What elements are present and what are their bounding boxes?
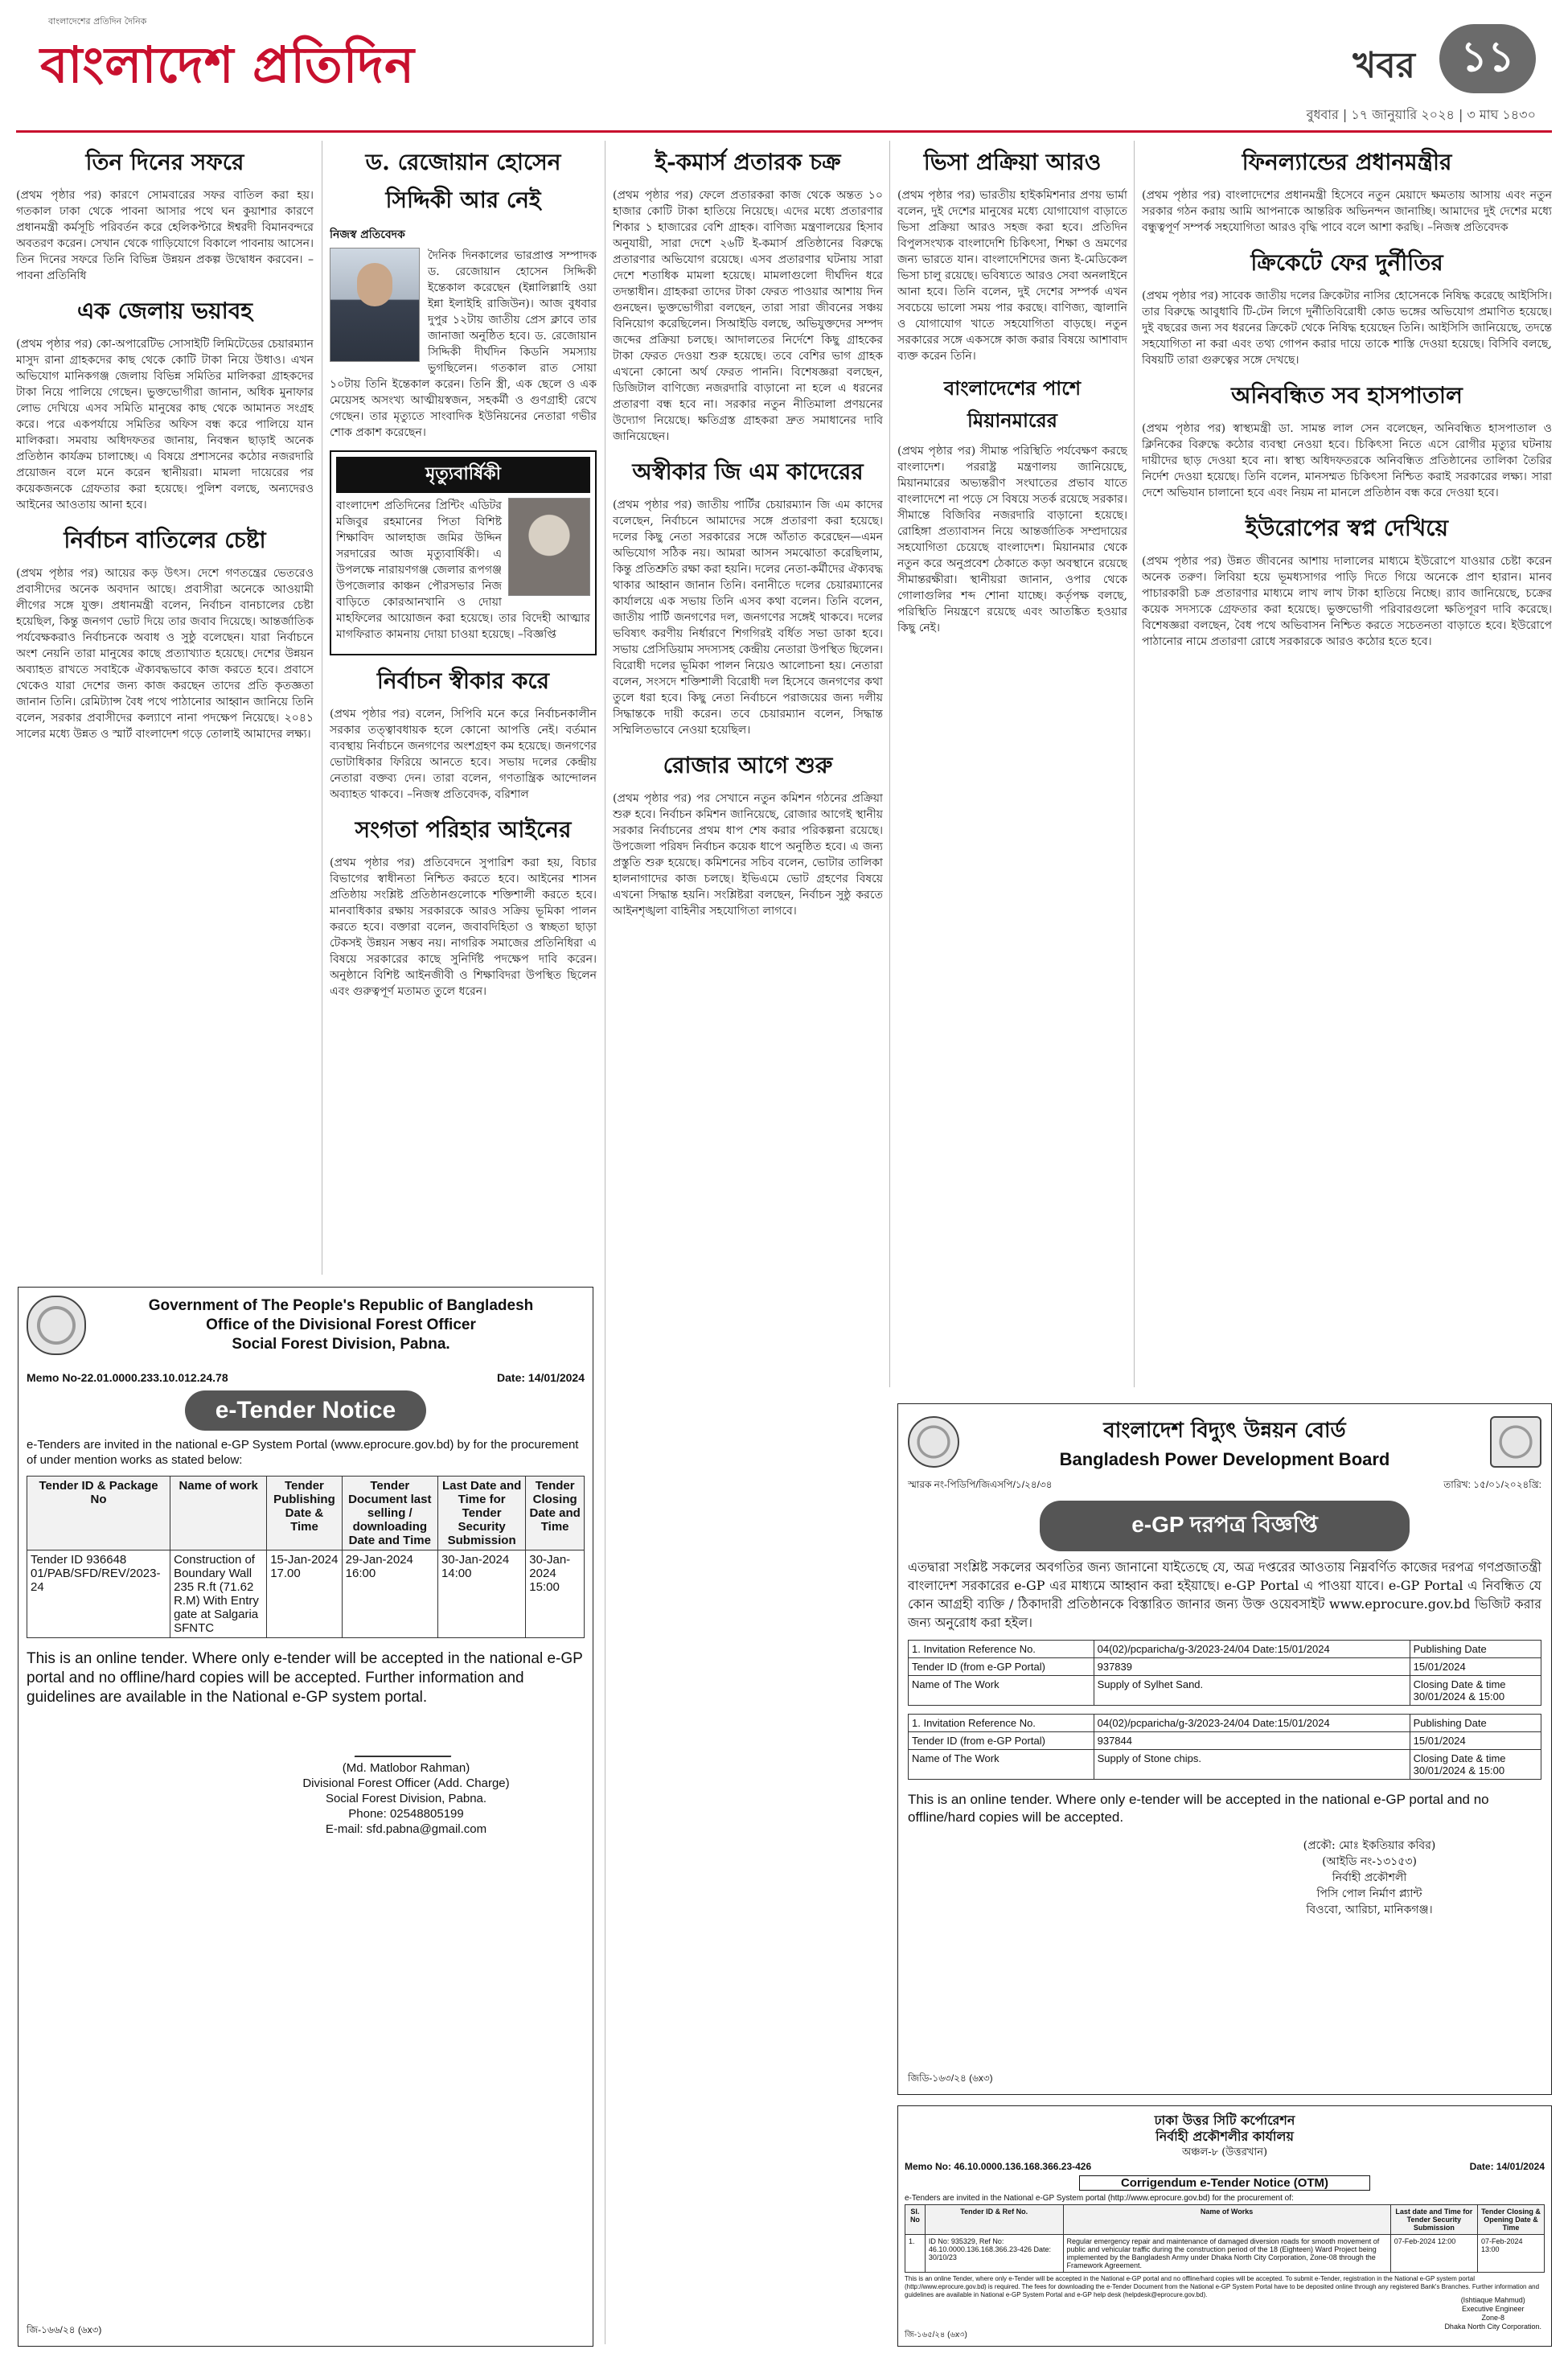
col-header: Tender Document last selling / downloading Date and Time [342, 1477, 437, 1550]
table-row [27, 1550, 585, 1638]
bpdb-logo-icon [1490, 1416, 1541, 1468]
col-header: Tender Publishing Date & Time [267, 1477, 342, 1550]
headline[interactable]: ইউরোপের স্বপ্ন দেখিয়ে [1246, 515, 1448, 541]
signature-block [228, 1731, 585, 1837]
signer-phone: Phone: 02548805199 [348, 1807, 464, 1821]
tender-id-cell: ID No: 935329, Ref No: 46.10.0000.136.168.366.23-426 Date: 30/10/23 [925, 2235, 1063, 2273]
headline[interactable]: নির্বাচন বাতিলের চেষ্টা [64, 527, 266, 553]
story-body: (প্রথম পৃষ্ঠার পর) জাতীয় পার্টির চেয়ারম্যান জি এম কাদের বলেছেন, নির্বাচনে আমাদের সঙ্গে প্রতারণা করা হয়েছে। দলের কিছু নেতা সরকারের সঙ্গে আঁতাত করেছেন—এমন অভিযোগ সঠিক নয়। আমরা আসন সমঝোতা করেছিলাম, কিন্তু প্রতিশ্রুতি রক্ষা করা হয়নি। দলের নেতা-কর্মীদের ঐক্যবদ্ধ থাকার আহ্বান জানান তিনি। বনানীতে দলের চেয়ারম্যানের কার্যালয়ে এক সভায় তিনি এসব কথা বলেন। তিনি বলেন, জাতীয় পার্টি জনগণের দল, জনগণের সঙ্গেই থাকবে। দলের ভবিষ্যৎ করণীয় নির্ধারণে শিগগিরই বর্ধিত সভা ডাকা হবে। সভায় প্রেসিডিয়াম সদস্যসহ কেন্দ্রীয় নেতারা উপস্থিত ছিলেন। বিরোধী দলের ভূমিকা পালন নিয়েও আলোচনা হয়। নেতারা বলেন, সংসদে শক্তিশালী বিরোধী দল হিসেবে জনগণের কথা তুলে ধরা হবে। কিছু নেতা নির্বাচনে পরাজয়ের জন্য দলীয় সিদ্ধান্তকে দায়ী করেন। তবে চেয়ারম্যান বলেন, সিদ্ধান্ত সম্মিলিতভাবে নেওয়া হয়েছিল। [613, 499, 883, 737]
table-header-row [905, 2205, 1545, 2235]
headline[interactable]: বাংলাদেশের পাশে মিয়ানমারের [943, 376, 1082, 432]
notice-date: Date: 14/01/2024 [497, 1371, 585, 1384]
table-row [905, 2235, 1545, 2273]
col-header: Name of work [170, 1477, 267, 1550]
notice-date: Date: 14/01/2024 [1469, 2161, 1545, 2172]
table-header-row [27, 1477, 585, 1550]
story-hospital[interactable] [1142, 378, 1552, 501]
column-3 [613, 145, 883, 2344]
memo-line [908, 1478, 1541, 1494]
ad-reference: জিডি-১৬৩/২৪ (৬x৩) [908, 2072, 993, 2084]
notice-footer: This is an online Tender, where only e-Tender will be accepted in the National e-GP portal and no offline/hard copies will be accepted. To submit e-Tender, registration in the National e-GP system portal (http://www.eprocure.gov.bd) is required. The fees for downloading the e-Tender Document from the National e-GP System Portal have to be deposited online through any registered Bank's Branches. Further information and guidelines are available in National e-GP System Portal and e-GP help desk (helpdesk@eprocure.gov.bd). [905, 2275, 1540, 2298]
column-divider [1134, 141, 1135, 1387]
story-rojar-age[interactable] [613, 748, 883, 919]
value-cell: 937839 [1094, 1658, 1410, 1676]
headline[interactable]: রোজার আগে শুরু [663, 752, 833, 778]
headline[interactable]: এক জেলায় ভয়াবহ [76, 298, 253, 324]
notice-header [905, 2113, 1545, 2161]
value-text: 30/01/2024 & 15:00 [1413, 1690, 1505, 1702]
col-header: Tender ID & Ref No. [925, 2205, 1063, 2235]
table-row [909, 1750, 1541, 1780]
work-name-cell: Regular emergency repair and maintenance of damaged diversion roads for smooth movement of public and vehicular traffic during the construction period of the 18 (Eighteen) Ward Project being implemented by the Bangladesh Army under Dhaka North City Corporation, Zone-08 through the Framework Agreement. [1063, 2235, 1390, 2273]
byline: নিজস্ব প্রতিবেদক [330, 228, 405, 241]
label-cell: 1. Invitation Reference No. [909, 1715, 1094, 1732]
table-row [909, 1658, 1541, 1676]
story-europe[interactable] [1142, 511, 1552, 650]
table-row [909, 1641, 1541, 1658]
column-5 [1142, 145, 1552, 1383]
value-cell: 15/01/2024 [1410, 1658, 1541, 1676]
obituary-title: মৃত্যুবার্ষিকী [336, 457, 590, 493]
notice-intro: e-Tenders are invited in the national e-GP System Portal (www.eprocure.gov.bd) by for the procurement of under mention works as stated below: [27, 1438, 579, 1467]
label-cell: Tender ID (from e-GP Portal) [909, 1732, 1094, 1750]
story-body: (প্রথম পৃষ্ঠার পর) কো-অপারেটিভ সোসাইটি লিমিটেডের চেয়ারম্যান মাসুদ রানা গ্রাহকদের কাছ থেকে কোটি টাকা নিয়ে উধাও। এখন অভিযোগ মানিকগঞ্জ জেলায় বিভিন্ন সমিতির মালিকরা গ্রাহকদের টাকা নিয়ে পালিয়ে গেছেন। ভুক্তভোগীরা জানান, অধিক মুনাফার লোভ দেখিয়ে এসব সমিতি মানুষের কাছ থেকে আমানত সংগ্রহ করে। পরে একপর্যায়ে সমিতির অফিস বন্ধ করে পালিয়ে যান মালিকরা। সমবায় অধিদফতর জানায়, নিবন্ধন ছাড়াই অনেক প্রতিষ্ঠান কার্যক্রম চালাচ্ছে। এ বিষয়ে প্রশাসনের কঠোর নজরদারি প্রয়োজন বলে মনে করেন স্থানীয়রা। মামলা দায়েরের পর কয়েকজনকে গ্রেফতার করা হয়েছে। পুলিশ বলছে, অন্যদেরও আইনের আওতায় আনা হবে। [16, 338, 314, 511]
download-date-cell: 29-Jan-2024 16:00 [342, 1550, 437, 1638]
story-body: (প্রথম পৃষ্ঠার পর) বলেন, সিপিবি মনে করে নির্বাচনকালীন সরকার তত্ত্বাবধায়ক হলে কোনো আপত্তি নেই। বর্তমান ব্যবস্থায় নির্বাচনে জনগণের অংশগ্রহণ কম হয়েছে। জনগণের ভোটাধিকার ফিরিয়ে আনতে হবে। সভায় দলের কেন্দ্রীয় নেতারা বক্তব্য দেন। তারা বলেন, গণতান্ত্রিক আন্দোলন অব্যাহত থাকবে। –নিজস্ব প্রতিবেদক, বরিশাল [330, 708, 597, 801]
label-cell: Publishing Date [1410, 1641, 1541, 1658]
story-body: (প্রথম পৃষ্ঠার পর) ফেলে প্রতারকরা কাজ থেকে অন্তত ১০ হাজার কোটি টাকা হাতিয়ে নিয়েছে। এদের মধ্যে প্রতারণার শিকার ১ হাজারের বেশি গ্রাহক। বাণিজ্য মন্ত্রণালয়ের হিসাব অনুযায়ী, সারা দেশে ২৬টি ই-কমার্স প্রতিষ্ঠানের বিরুদ্ধে প্রতারণার অভিযোগ রয়েছে। এসব প্রতারণার ঘটনায় সারা দেশে শতাধিক মামলা হয়েছে। মামলাগুলো দীর্ঘদিন ধরে তদন্তাধীন। গ্রাহকরা তাদের টাকা ফেরত পাওয়ার আশায় দিন গুনছেন। ভুক্তভোগীরা বলছেন, তারা সারা জীবনের সঞ্চয় বিনিয়োগ করেছিলেন। সিআইডি বলছে, অভিযুক্তদের সম্পদ জব্দের প্রক্রিয়া চলছে। আদালতের নির্দেশে কিছু গ্রাহকের টাকা ফেরত দেওয়া শুরু হয়েছে। তবে বেশির ভাগ গ্রাহক এখনো কোনো অর্থ ফেরত পাননি। বিশেষজ্ঞরা বলছেন, ডিজিটাল বাণিজ্যে নজরদারি বাড়ানো না হলে এ ধরনের প্রতারণা বন্ধ হবে না। সরকার নতুন নীতিমালা প্রণয়নের উদ্যোগ নিয়েছে। ক্ষতিগ্রস্ত গ্রাহকরা দ্রুত সমাধানের দাবি জানিয়েছেন। [613, 189, 883, 443]
col-header: Tender Closing & Opening Date & Time [1477, 2205, 1544, 2235]
story-nirbachon-batil[interactable] [16, 523, 314, 742]
notice-intro: এতদ্বারা সংশ্লিষ্ট সকলের অবগতির জন্য জানানো যাইতেছে যে, অত্র দপ্তরের আওতায় নিম্নবর্ণিত কাজের দরপত্র গণপ্রজাতন্ত্রী বাংলাদেশ সরকারের e-GP এর মাধ্যমে আহ্বান করা হইয়াছে। e-GP Portal এ পাওয়া যাবে। e-GP Portal এ নিবন্ধিত যে কোন আগ্রহী ব্যক্তি / ঠিকাদারী প্রতিষ্ঠানকে বিস্তারিত জানার জন্য উক্ত ওয়েবসাইট www.eprocure.gov.bd ভিজিট করার জন্য অনুরোধ করা হইল। [908, 1559, 1541, 1630]
board-name-bn: বাংলাদেশ বিদ্যুৎ উন্নয়ন বোর্ড [1103, 1419, 1346, 1443]
value-cell: 15/01/2024 [1410, 1732, 1541, 1750]
story-visa-process[interactable] [897, 145, 1127, 364]
memo-line [905, 2161, 1545, 2172]
bpdb-egp-notice[interactable] [897, 1403, 1552, 2095]
tender-id-cell: Tender ID 936648 01/PAB/SFD/REV/2023-24 [27, 1550, 170, 1638]
section-label: খবর [1353, 45, 1415, 86]
brand-logo: বাংলাদেশ প্রতিদিন [40, 35, 415, 94]
story-body: (প্রথম পৃষ্ঠার পর) ভারতীয় হাইকমিশনার প্রণয় ভার্মা বলেন, দুই দেশের মানুষের মধ্যে যোগাযোগ বাড়াতে ভিসা প্রক্রিয়া আরও সহজ করা হবে। প্রতিদিন বিপুলসংখ্যক বাংলাদেশি চিকিৎসা, শিক্ষা ও ভ্রমণের জন্য ভারতে যান। বাংলাদেশিদের জন্য ই-মেডিকেল ভিসা চালু রয়েছে। ভবিষ্যতে আরও সেবা অনলাইনে আনা হবে। তিনি বলেন, দুই দেশের সম্পর্ক এখন সবচেয়ে ভালো সময় পার করছে। বাণিজ্য, জ্বালানি ও যোগাযোগ খাতে সহযোগিতা বাড়ছে। নতুন সরকারের সঙ্গে একসঙ্গে কাজ করার বিষয়ে আশাবাদ ব্যক্ত করেন তিনি। [897, 189, 1127, 363]
signer-name: (প্রকৌ: মোঃ ইকতিয়ার কবির) [1303, 1839, 1436, 1852]
security-date-cell: 30-Jan-2024 14:00 [437, 1550, 525, 1638]
headline[interactable]: অনিবন্ধিত সব হাসপাতাল [1231, 382, 1463, 409]
col-header: Tender Closing Date and Time [526, 1477, 585, 1550]
dncc-corrigendum-notice[interactable] [897, 2105, 1552, 2347]
table-row [909, 1715, 1541, 1732]
notice-header [908, 1414, 1541, 1470]
corrigendum-banner: Corrigendum e-Tender Notice (OTM) [1079, 2175, 1370, 2191]
board-name-en: Bangladesh Power Development Board [1059, 1449, 1390, 1469]
value-text: 30/01/2024 & 15:00 [1413, 1764, 1505, 1776]
signature-icon [355, 1731, 458, 1757]
story-cricket[interactable] [1142, 245, 1552, 368]
headline[interactable]: ক্রিকেটে ফের দুর্নীতির [1250, 249, 1443, 276]
zone-name: অঞ্চল-৮ (উত্তরখান) [1181, 2146, 1268, 2158]
ad-reference: জি-১৬৫/২৪ (৬x৩) [905, 2331, 967, 2339]
notice-header [27, 1296, 585, 1355]
government-seal-icon [27, 1296, 86, 1355]
sl-cell: 1. [905, 2235, 926, 2273]
story-gm-kader[interactable] [613, 454, 883, 738]
division-name: Social Forest Division, Pabna. [232, 1336, 450, 1353]
work-name-cell: Construction of Boundary Wall 235 R.ft (71.62 R.M) With Entry gate at Salgaria SFNTC [170, 1550, 267, 1638]
story-body: (প্রথম পৃষ্ঠার পর) প্রতিবেদনে সুপারিশ করা হয়, বিচার বিভাগের স্বাধীনতা নিশ্চিত করতে হবে। আইনের শাসন প্রতিষ্ঠায় সংশ্লিষ্ট প্রতিষ্ঠানগুলোকে শক্তিশালী করতে হবে। মানবাধিকার রক্ষায় সরকারকে আরও সক্রিয় ভূমিকা পালন করতে হবে। বক্তারা বলেন, জবাবদিহিতা ও স্বচ্ছতা ছাড়া টেকসই উন্নয়ন সম্ভব নয়। নাগরিক সমাজের প্রতিনিধিরা এ বিষয়ে সরকারের কাছে সুনির্দিষ্ট পদক্ষেপ দাবি করেন। অনুষ্ঠানে বিশিষ্ট আইনজীবী ও শিক্ষাবিদরা উপস্থিত ছিলেন এবং গুরুত্বপূর্ণ মতামত তুলে ধরেন। [330, 856, 597, 998]
dateline: বুধবার | ১৭ জানুয়ারি ২০২৪ | ৩ মাঘ ১৪৩০ [1306, 107, 1536, 122]
signature-block [1197, 1838, 1541, 1918]
brand-tagline: বাংলাদেশের প্রতিদিন দৈনিক [48, 16, 147, 27]
signer-id: (আইডি নং-১৩১৫৩) [1322, 1855, 1417, 1868]
signer-name: (Md. Matlobor Rahman) [342, 1761, 470, 1775]
story-body: (প্রথম পৃষ্ঠার পর) উন্নত জীবনের আশায় দালালের মাধ্যমে ইউরোপে যাওয়ার চেষ্টা করেন অনেক তরুণ। লিবিয়া হয়ে ভূমধ্যসাগর পাড়ি দিতে গিয়ে অনেকে প্রাণ হারান। মানব পাচারকারী চক্র প্রতারণার মাধ্যমে লাখ লাখ টাকা হাতিয়ে নিচ্ছে। র‌্যাব জানিয়েছে, চক্রের কয়েক সদস্যকে গ্রেফতার করা হয়েছে। ভুক্তভোগী পরিবারগুলো ক্ষতিপূরণ দাবি করেছে। বিশেষজ্ঞরা বলছেন, বৈধ পথে অভিবাসন নিশ্চিত করতে সচেতনতা বাড়াতে হবে। ইউরোপে পাঠানোর নামে প্রতারণা রোধে সরকারকে আরও কঠোর হতে হবে। [1142, 555, 1552, 648]
story-body: (প্রথম পৃষ্ঠার পর) পর সেখানে নতুন কমিশন গঠনের প্রক্রিয়া শুরু হবে। নির্বাচন কমিশন জানিয়েছে, রোজার আগেই স্থানীয় সরকার নির্বাচনের প্রথম ধাপ শেষ করার পরিকল্পনা রয়েছে। উপজেলা পরিষদ নির্বাচন কয়েক ধাপে অনুষ্ঠিত হবে। এ জন্য প্রস্তুতি শুরু হয়েছে। কমিশনের সচিব বলেন, ভোটার তালিকা হালনাগাদের কাজ চলছে। ইভিএমে ভোট গ্রহণের বিষয়ে এখনো সিদ্ধান্ত হয়নি। সংশ্লিষ্টরা বলছেন, নির্বাচন সুষ্ঠু করতে আইনশৃঙ্খলা বাহিনীর সহযোগিতা লাগবে। [613, 792, 883, 918]
memo-number: Memo No-22.01.0000.233.10.012.24.78 [27, 1371, 228, 1384]
story-ek-jelay-voyaboho[interactable] [16, 294, 314, 513]
col-header: Tender ID & Package No [27, 1477, 170, 1550]
closing-date-cell: 07-Feb-2024 13:00 [1477, 2235, 1544, 2273]
signer-title: Executive Engineer [1461, 2305, 1525, 2313]
column-divider [889, 141, 890, 1387]
signer-office: পিসি পোল নির্মাণ প্ল্যান্ট [1316, 1887, 1422, 1900]
headline[interactable]: নির্বাচন স্বীকার করে [376, 667, 550, 694]
column-4 [897, 145, 1127, 1383]
signer-title: Divisional Forest Officer (Add. Charge) [302, 1776, 510, 1790]
label-cell: 1. Invitation Reference No. [909, 1641, 1094, 1658]
label-cell: Tender ID (from e-GP Portal) [909, 1658, 1094, 1676]
signer-name: (Ishtiaque Mahmud) [1460, 2296, 1525, 2304]
headline[interactable]: ই-কমার্স প্রতারক চক্র [655, 149, 841, 175]
masthead [16, 10, 1552, 133]
signature-block [1444, 2296, 1541, 2331]
tender-table-2 [908, 1714, 1541, 1780]
label-cell: Name of The Work [909, 1750, 1094, 1780]
col-header: Name of Works [1063, 2205, 1390, 2235]
story-body: (প্রথম পৃষ্ঠার পর) কারণে সোমবারের সফর বাতিল করা হয়। গতকাল ঢাকা থেকে পাবনা আসার পথে ঘন কুয়াশার কারণে প্রধানমন্ত্রী কর্মসূচি পরিবর্তন করে হেলিকপ্টারে ঈশ্বরদী বিমানবন্দরে অবতরণ করেন। সেখান থেকে গাড়িযোগে বিকালে পাবনায় আসেন। তিন দিনের সফরে তিনি বিভিন্ন উন্নয়ন প্রকল্প উদ্বোধন করবেন। –পাবনা প্রতিনিধি [16, 189, 314, 282]
headline[interactable]: তিন দিনের সফরে [85, 149, 244, 175]
value-cell: 04(02)/pcparicha/g-3/2023-24/04 Date:15/01/2024 [1094, 1641, 1410, 1658]
value-cell: 04(02)/pcparicha/g-3/2023-24/04 Date:15/01/2024 [1094, 1715, 1410, 1732]
story-ecommerce-protarok[interactable] [613, 145, 883, 445]
closing-cell [1410, 1750, 1541, 1780]
col-header: Sl. No [905, 2205, 926, 2235]
egp-banner: e-GP দরপত্র বিজ্ঞপ্তি [1040, 1501, 1410, 1551]
story-body: দৈনিক দিনকালের ভারপ্রাপ্ত সম্পাদক ড. রেজোয়ান হোসেন সিদ্দিকী ইন্তেকাল করেছেন (ইন্নালিল্লাহি ওয়া ইন্না ইলাইহি রাজিউন)। আজ বুধবার দুপুর ১২টায় জাতীয় প্রেস ক্লাবে তার জানাজা অনুষ্ঠিত হবে। ড. রেজোয়ান সিদ্দিকী দীর্ঘদিন কিডনি সমস্যায় ভুগছিলেন। গতকাল রাত সোয়া ১০টায় তিনি ইন্তেকাল করেন। তিনি স্ত্রী, এক ছেলে ও এক মেয়েসহ অসংখ্য আত্মীয়স্বজন, সহকর্মী ও গুণগ্রাহী রেখে গেছেন। তার মৃত্যুতে সাংবাদিক ইউনিয়নের নেতারা গভীর শোক প্রকাশ করেছেন। [330, 249, 597, 439]
column-2 [330, 145, 597, 1271]
story-body: (প্রথম পৃষ্ঠার পর) বাংলাদেশের প্রধানমন্ত্রী হিসেবে নতুন মেয়াদে ক্ষমতায় আসায় এবং নতুন সরকার গঠন করায় আমি আপনাকে আন্তরিক অভিনন্দন জানাচ্ছি। আমাদের দুই দেশের মধ্যে বন্ধুত্বপূর্ণ সম্পর্ক সহযোগিতা আরও বৃদ্ধি পাবে বলে আশা করছি। –নিজস্ব প্রতিবেদক [1142, 189, 1552, 234]
headline[interactable]: ড. রেজোয়ান হোসেন সিদ্দিকী আর নেই [365, 149, 561, 213]
signer-office: Social Forest Division, Pabna. [325, 1792, 487, 1805]
publish-date-cell: 15-Jan-2024 17.00 [267, 1550, 342, 1638]
ad-reference: জি-১৬৬/২৪ (৬x৩) [27, 2324, 102, 2335]
story-body: (প্রথম পৃষ্ঠার পর) সীমান্ত পরিস্থিতি পর্যবেক্ষণ করছে বাংলাদেশ। পররাষ্ট্র মন্ত্রণালয় জানিয়েছে, মিয়ানমারের অভ্যন্তরীণ সংঘাতের প্রভাব যাতে বাংলাদেশে না পড়ে সে বিষয়ে সতর্ক রয়েছে সরকার। সীমান্তে বিজিবির নজরদারি বাড়ানো হয়েছে। রোহিঙ্গা প্রত্যাবাসন নিয়ে আন্তর্জাতিক সম্প্রদায়ের সহযোগিতা চেয়েছে বাংলাদেশ। মিয়ানমার থেকে নতুন করে অনুপ্রবেশ ঠেকাতে কড়া অবস্থানে রয়েছে সীমান্তরক্ষীরা। স্থানীয়রা জানান, ওপার থেকে গোলাগুলির শব্দ শোনা যাচ্ছে। কর্তৃপক্ষ বলছে, পরিস্থিতি নিয়ন্ত্রণে রয়েছে এবং আতঙ্কিত হওয়ার কিছু নেই। [897, 445, 1127, 635]
story-body: (প্রথম পৃষ্ঠার পর) স্বাস্থ্যমন্ত্রী ডা. সামন্ত লাল সেন বলেছেন, অনিবন্ধিত হাসপাতাল ও ক্লিনিকের বিরুদ্ধে কঠোর ব্যবস্থা নেওয়া হবে। চিকিৎসা নিতে এসে রোগীর মৃত্যুর ঘটনায় দায়ীদের ছাড় দেওয়া হবে না। স্বাস্থ্য অধিদফতরকে অনিবন্ধিত প্রতিষ্ঠানের তালিকা তৈরির নির্দেশ দেওয়া হয়েছে। তিনি বলেন, মানসম্মত চিকিৎসা নিশ্চিত করাই সরকারের লক্ষ্য। সারা দেশে অভিযান চালানো হবে এবং নিয়ম না মানলে প্রতিষ্ঠান বন্ধ করে দেওয়া হবে। [1142, 422, 1552, 499]
col-header: Last date and Time for Tender Security Submission [1390, 2205, 1477, 2235]
notice-footer: This is an online tender. Where only e-tender will be accepted in the national e-GP portal and no offline/hard copies will be accepted. Further information and guidelines are available in the National e-GP system portal. [27, 1650, 583, 1706]
story-nirbachon-sikar[interactable] [330, 663, 597, 803]
headline[interactable]: অস্বীকার জি এম কাদেরের [632, 458, 864, 485]
story-tin-diner-sofore[interactable] [16, 145, 314, 284]
headline[interactable]: ফিনল্যান্ডের প্রধানমন্ত্রীর [1242, 149, 1452, 175]
table-row [909, 1732, 1541, 1750]
value-cell: 937844 [1094, 1732, 1410, 1750]
signer-office: Dhaka North City Corporation. [1444, 2323, 1541, 2331]
table-row [909, 1676, 1541, 1706]
label-text: Closing Date & time [1413, 1752, 1506, 1764]
obituary-box[interactable] [330, 450, 597, 655]
label-cell: Name of The Work [909, 1676, 1094, 1706]
label-text: Closing Date & time [1413, 1678, 1506, 1690]
headline[interactable]: সংগতা পরিহার আইনের [355, 816, 572, 843]
page-number-badge: ১১ [1439, 24, 1536, 93]
office-name: Office of the Divisional Forest Officer [206, 1316, 476, 1333]
column-1 [16, 145, 314, 1271]
story-songota-porihar[interactable] [330, 812, 597, 1000]
story-body: (প্রথম পৃষ্ঠার পর) সাবেক জাতীয় দলের ক্রিকেটার নাসির হোসেনকে নিষিদ্ধ করেছে আইসিসি। তার বিরুদ্ধে আবুধাবি টি-টেন লিগে দুর্নীতিবিরোধী কোড ভঙ্গের অভিযোগ প্রমাণিত হয়েছে। দুই বছরের জন্য সব ধরনের ক্রিকেট থেকে নিষিদ্ধ হয়েছেন তিনি। আইসিসি জানিয়েছে, তদন্তে সহযোগিতা না করা এবং তথ্য গোপন করার দায়ে তাকে শাস্তি দেওয়া হয়েছে। বিসিবি বলছে, বিষয়টি তারা গুরুত্বের সঙ্গে দেখছে। [1142, 290, 1552, 367]
forest-etender-notice[interactable] [18, 1287, 593, 2347]
label-cell: Publishing Date [1410, 1715, 1541, 1732]
obituary-body: বাংলাদেশ প্রতিদিনের প্রিন্টিং এডিটর মজিবুর রহমানের পিতা বিশিষ্ট শিক্ষাবিদ আলহাজ জমির উদ্দিন সরদারের আজ মৃত্যুবার্ষিকী। এ উপলক্ষে নারায়ণগঞ্জ জেলার রূপগঞ্জ উপজেলার কাঞ্চন পৌরসভার নিজ বাড়িতে কোরআনখানি ও দোয়া মাহফিলের আয়োজন করা হয়েছে। তার বিদেহী আত্মার মাগফিরাত কামনায় দোয়া চাওয়া হয়েছে। –বিজ্ঞপ্তি [336, 499, 590, 641]
closing-date-cell: 30-Jan-2024 15:00 [526, 1550, 585, 1638]
security-date-cell: 07-Feb-2024 12:00 [1390, 2235, 1477, 2273]
memo-line [27, 1371, 585, 1384]
tender-table-1 [908, 1640, 1541, 1706]
headline[interactable]: ভিসা প্রক্রিয়া আরও [923, 149, 1102, 175]
portrait-photo [330, 248, 420, 362]
notice-date: তারিখ: ১৫/০১/২০২৪খ্রি: [1443, 1479, 1541, 1490]
corporation-name: ঢাকা উত্তর সিটি কর্পোরেশন [1154, 2113, 1295, 2128]
notice-footer: This is an online tender. Where only e-tender will be accepted in the national e-GP portal and no offline/hard copies will be accepted. [908, 1792, 1489, 1825]
government-name: Government of The People's Republic of Bangladesh [148, 1297, 534, 1314]
tender-table [27, 1476, 585, 1638]
value-cell: Supply of Sylhet Sand. [1094, 1676, 1410, 1706]
tender-table [905, 2204, 1545, 2273]
obituary-photo [508, 498, 590, 596]
story-rezowan-siddiqui[interactable] [330, 145, 597, 441]
value-cell: Supply of Stone chips. [1094, 1750, 1410, 1780]
story-myanmar[interactable] [897, 374, 1127, 636]
closing-cell [1410, 1676, 1541, 1706]
story-body: (প্রথম পৃষ্ঠার পর) আয়ের কড় উৎস। দেশে গণতন্ত্রের ভেতরেও প্রবাসীদের অনেক অবদান আছে। প্রবাসীরা অনেকে আওয়ামী লীগের সঙ্গে যুক্ত। প্রধানমন্ত্রী বলেন, নির্বাচন বানচালের চেষ্টা হয়েছিল, কিন্তু জনগণ ভোট দিয়ে তার জবাব দিয়েছে। আন্তর্জাতিক পর্যবেক্ষকরাও নির্বাচনকে অবাধ ও সুষ্ঠু বলেছেন। যারা নির্বাচনে অংশ নেয়নি তারা মানুষের কাছে প্রত্যাখ্যাত হয়েছে। দেশের উন্নয়ন অব্যাহত রাখতে সবাইকে ঐক্যবদ্ধভাবে কাজ করতে হবে। প্রবাসে থেকেও যারা দেশের জন্য কাজ করছেন তাদের প্রতি কৃতজ্ঞতা জানান তিনি। রেমিট্যান্স বৈধ পথে পাঠানোর আহ্বান জানিয়ে তিনি বলেন, সরকার প্রবাসীদের কল্যাণে নানা পদক্ষেপ নিয়েছে। ২০৪১ সালের মধ্যে উন্নত ও স্মার্ট বাংলাদেশ গড়ে তোলাই আমাদের লক্ষ্য। [16, 567, 314, 741]
notice-intro: e-Tenders are invited in the National e-GP System portal (http://www.eprocure.gov.bd) for the procurement of: [905, 2194, 1294, 2203]
signer-zone: Zone-8 [1481, 2314, 1504, 2322]
office-name: নির্বাহী প্রকৌশলীর কার্যালয় [1155, 2129, 1294, 2144]
signer-title: নির্বাহী প্রকৌশলী [1332, 1871, 1407, 1884]
signer-place: বিওবো, আরিচা, মানিকগঞ্জ। [1306, 1904, 1433, 1916]
signer-email: E-mail: sfd.pabna@gmail.com [325, 1822, 487, 1836]
memo-number: Memo No: 46.10.0000.136.168.366.23-426 [905, 2161, 1092, 2172]
bangladesh-seal-icon [908, 1416, 959, 1468]
story-finland-pm[interactable] [1142, 145, 1552, 236]
col-header: Last Date and Time for Tender Security Submission [437, 1477, 525, 1550]
memo-number: স্মারক নং-পিডিপি/জিএসপি/১/২৪/৩৪ [908, 1479, 1053, 1490]
etender-banner: e-Tender Notice [185, 1390, 426, 1431]
